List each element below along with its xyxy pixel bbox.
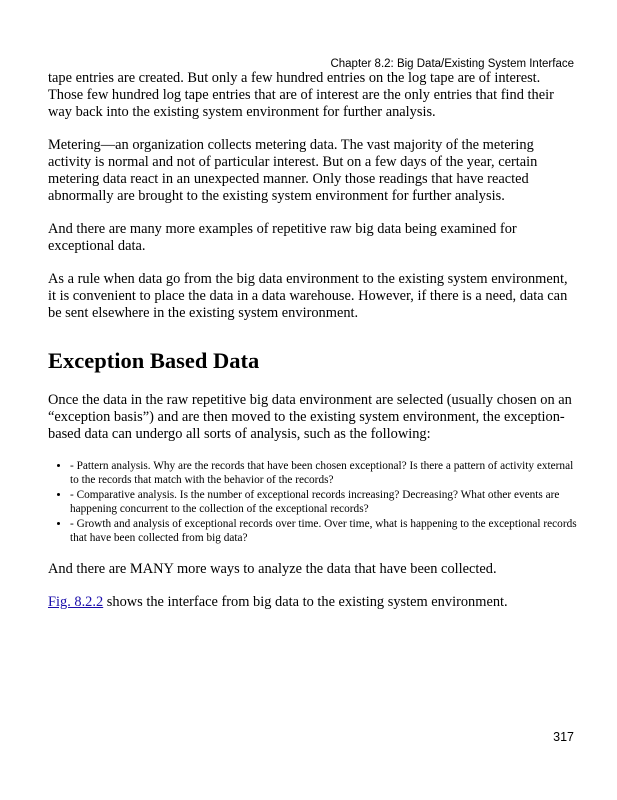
paragraph-many-more-ways: And there are MANY more ways to analyze the data that have been collected. [48, 561, 497, 577]
paragraph-exception-intro: Once the data in the raw repetitive big data environment are selected (usually chosen on an “exception basis”) and are then moved to the existing system environment, the exception-based data can undergo all sorts of analysis, such as the following: [48, 392, 572, 442]
list-item: • - Pattern analysis. Why are the records that have been chosen exceptional? Is there a pattern of activity external to the records that match with the behavior of the records? [70, 459, 578, 487]
page-content [48, 70, 578, 627]
list-item: • - Growth and analysis of exceptional records over time. Over time, what is happening to the exceptional records that have been collected from big data? [70, 517, 578, 545]
running-head: Chapter 8.2: Big Data/Existing System Interface [330, 58, 574, 70]
paragraph-figure-reference [48, 594, 578, 611]
figure-link[interactable]: Fig. 8.2.2 [48, 594, 104, 610]
paragraph-log-tape: tape entries are created. But only a few hundred entries on the log tape are of interest. Those few hundred log tape entries that are of interest are the only entries that find their way back into the existing system environment for further analysis. [48, 70, 554, 120]
analysis-list [48, 459, 578, 545]
paragraph-data-warehouse: As a rule when data go from the big data environment to the existing system environment, it is convenient to place the data in a data warehouse. However, if there is a need, data can be sent elsewhere in the existing system environment. [48, 271, 568, 321]
paragraph-metering: Metering—an organization collects metering data. The vast majority of the metering activity is normal and not of particular interest. But on a few days of the year, certain metering data react in an unexpected manner. Only those readings that have reacted abnormally are brought to the existing system environment for further analysis. [48, 137, 538, 204]
section-heading: Exception Based Data [48, 348, 260, 373]
paragraph-more-examples: And there are many more examples of repetitive raw big data being examined for exceptional data. [48, 221, 517, 254]
figure-reference-text: shows the interface from big data to the existing system environment. [103, 594, 508, 610]
page-number: 317 [553, 730, 574, 744]
list-item: • - Comparative analysis. Is the number of exceptional records increasing? Decreasing? What other events are happening concurrent to the collection of the exceptional records? [70, 488, 578, 516]
